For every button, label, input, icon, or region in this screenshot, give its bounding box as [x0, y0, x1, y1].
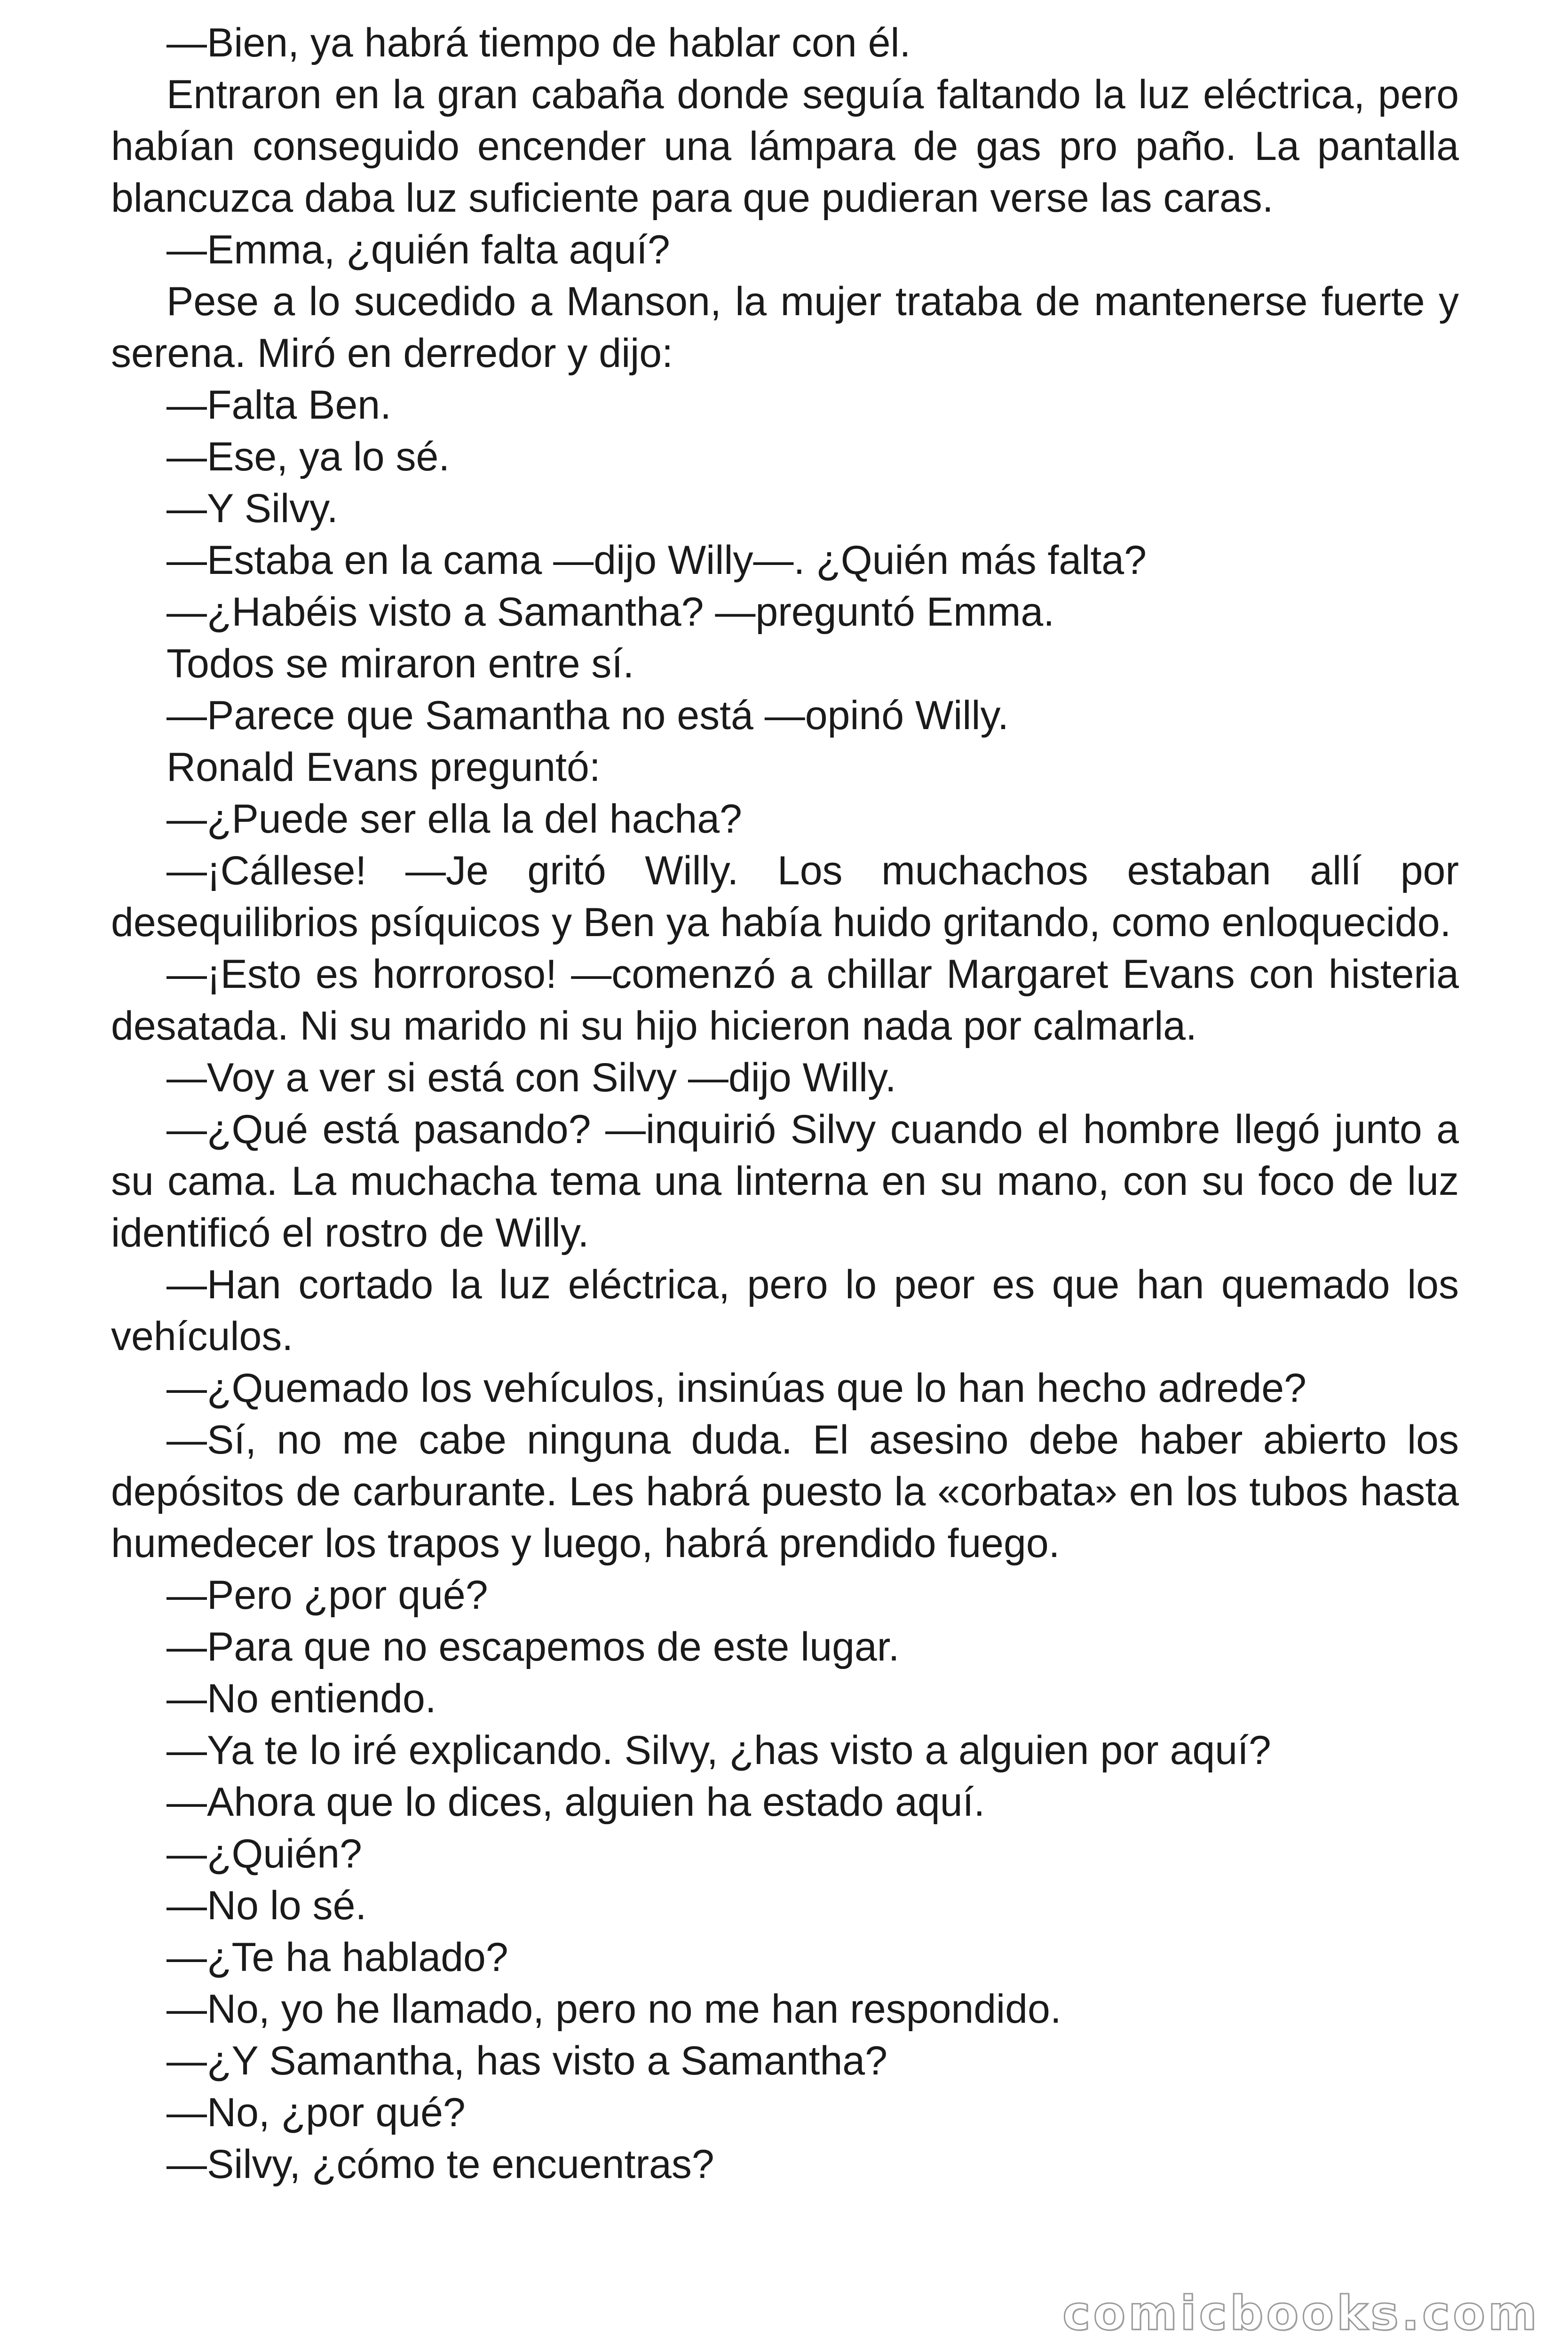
paragraph: Pese a lo sucedido a Manson, la mujer trataba de mantenerse fuerte y serena. Miró en derredor y dijo:: [111, 279, 1459, 376]
paragraph: —Parece que Samantha no está —opinó Willy.: [166, 693, 1009, 738]
paragraph: —¿Quemado los vehículos, insinúas que lo han hecho adrede?: [166, 1366, 1307, 1411]
paragraph: —Ya te lo iré explicando. Silvy, ¿has visto a alguien por aquí?: [166, 1728, 1271, 1773]
paragraph: —¿Qué está pasando? —inquirió Silvy cuando el hombre llegó junto a su cama. La muchacha tema una linterna en su mano, con su foco de luz identificó el rostro de Willy.: [111, 1107, 1459, 1255]
page-text: [111, 17, 1459, 2190]
paragraph: —¿Y Samantha, has visto a Samantha?: [166, 2038, 887, 2083]
paragraph: —Silvy, ¿cómo te encuentras?: [166, 2142, 714, 2187]
paragraph: —No entiendo.: [166, 1676, 436, 1721]
paragraph: —¿Habéis visto a Samantha? —preguntó Emma.: [166, 589, 1055, 635]
paragraph: —Estaba en la cama —dijo Willy—. ¿Quién más falta?: [166, 538, 1147, 583]
paragraph: —¿Puede ser ella la del hacha?: [166, 796, 742, 842]
paragraph: —Voy a ver si está con Silvy —dijo Willy.: [166, 1055, 896, 1100]
paragraph: —Para que no escapemos de este lugar.: [166, 1624, 900, 1669]
paragraph: —¿Te ha hablado?: [166, 1935, 508, 1980]
paragraph: —¿Quién?: [166, 1831, 362, 1876]
paragraph: —Emma, ¿quién falta aquí?: [166, 227, 670, 272]
paragraph: —No, yo he llamado, pero no me han respondido.: [166, 1986, 1061, 2032]
paragraph: —Y Silvy.: [166, 486, 338, 531]
paragraph: —Falta Ben.: [166, 382, 391, 428]
paragraph: —No, ¿por qué?: [166, 2090, 466, 2135]
paragraph: —Sí, no me cabe ninguna duda. El asesino debe haber abierto los depósitos de carburante. Les habrá puesto la «corbata» en los tubos hasta humedecer los trapos y luego, habrá prendido fuego.: [111, 1417, 1459, 1566]
paragraph: Entraron en la gran cabaña donde seguía faltando la luz eléctrica, pero habían conseguido encender una lámpara de gas pro paño. La pantalla blancuzca daba luz suficiente para que pudieran verse las caras.: [111, 72, 1459, 221]
paragraph: —Pero ¿por qué?: [166, 1573, 488, 1618]
paragraph: Ronald Evans preguntó:: [166, 745, 601, 790]
watermark: comicbooks.com: [1062, 2286, 1540, 2341]
paragraph: —¡Esto es horroroso! —comenzó a chillar Margaret Evans con histeria desatada. Ni su marido ni su hijo hicieron nada por calmarla.: [111, 952, 1459, 1049]
paragraph: —Bien, ya habrá tiempo de hablar con él.: [166, 20, 911, 65]
paragraph: Todos se miraron entre sí.: [166, 641, 634, 686]
paragraph: —Ese, ya lo sé.: [166, 434, 450, 479]
paragraph: —No lo sé.: [166, 1883, 367, 1928]
paragraph: —Ahora que lo dices, alguien ha estado aquí.: [166, 1780, 985, 1825]
paragraph: —¡Cállese! —Je gritó Willy. Los muchachos estaban allí por desequilibrios psíquicos y Ben ya había huido gritando, como enloquecido.: [111, 848, 1459, 945]
paragraph: —Han cortado la luz eléctrica, pero lo peor es que han quemado los vehículos.: [111, 1262, 1459, 1359]
